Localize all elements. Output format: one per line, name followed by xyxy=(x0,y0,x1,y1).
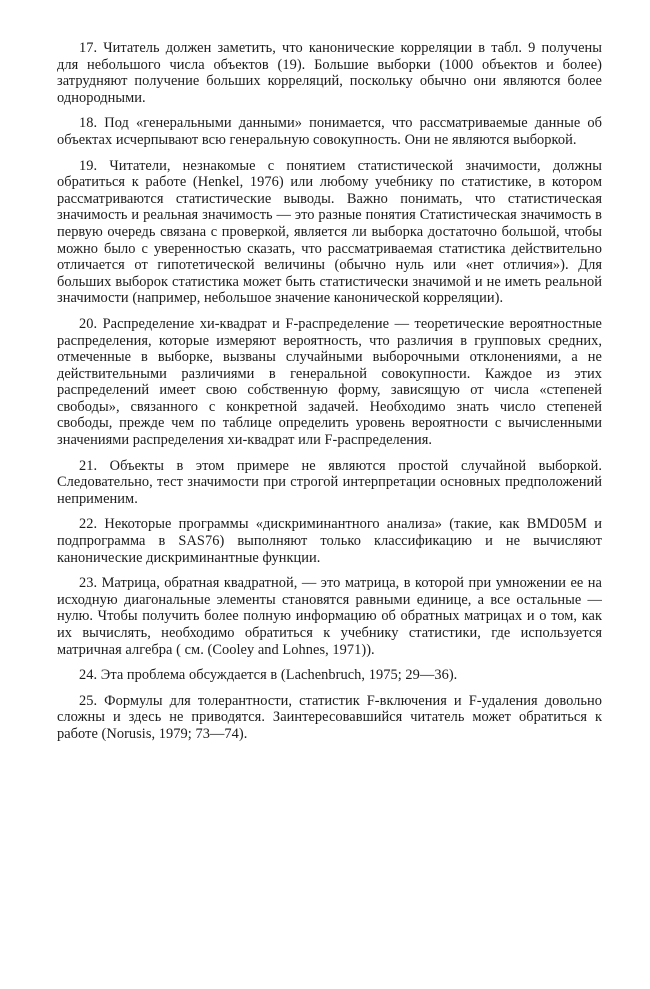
note-25: 25. Формулы для толерантности, статистик F-включения и F-удаления довольно сложны и здесь не приводятся. Заинтересовавшийся читатель может обратиться к работе (Norusis, 1979; 73—74). xyxy=(57,692,602,742)
note-17: 17. Читатель должен заметить, что канонические корреляции в табл. 9 получены для небольшого числа объектов (19). Большие выборки (1000 объектов и более) затрудняют получение больших корреляций, поскольку обычно они являются более однородными. xyxy=(57,40,602,106)
notes-page xyxy=(57,40,602,752)
note-23: 23. Матрица, обратная квадратной, — это матрица, в которой при умножении ее на исходную диагональные элементы становятся равными единице, а все остальные — нулю. Чтобы получить более полную информацию об обратных матрицах и о том, как их вычислять, необходимо обратиться к учебнику статистики, где используется матричная алгебра ( см. (Cooley and Lohnes, 1971)). xyxy=(57,575,602,658)
note-22: 22. Некоторые программы «дискриминантного анализа» (такие, как BMD05M и подпрограмма в SAS76) выполняют только классификацию и не вычисляют канонические дискриминантные функции. xyxy=(57,516,602,566)
note-18: 18. Под «генеральными данными» понимается, что рассматриваемые данные об объектах исчерпывают всю генеральную совокупность. Они не являются выборкой. xyxy=(57,115,602,148)
note-21: 21. Объекты в этом примере не являются простой случайной выборкой. Следовательно, тест значимости при строгой интерпретации основных предположений неприменим. xyxy=(57,457,602,507)
note-24: 24. Эта проблема обсуждается в (Lachenbruch, 1975; 29—36). xyxy=(79,667,458,684)
note-20: 20. Распределение хи-квадрат и F-распределение — теоретические вероятностные распределения, которые измеряют вероятность, что различия в групповых средних, отмеченные в выборке, вызваны случайными выборочными отклонениями, а не действительными различиями в генеральной совокупности. Каждое из этих распределений имеет свою собственную форму, зависящую от числа «степеней свободы», связанного с конкретной задачей. Необходимо знать число степеней свободы, прежде чем по таблице определить уровень вероятности с вычисленными значениями распределения хи-квадрат или F-распределения. xyxy=(57,315,602,449)
note-19: 19. Читатели, незнакомые с понятием статистической значимости, должны обратиться к работе (Henkel, 1976) или любому учебнику по статистике, в котором рассматриваются статистические выводы. Важно понимать, что статистическая значимость и реальная значимость — это разные понятия Статистическая значимость в первую очередь связана с проверкой, является ли выборка достаточно большой, чтобы можно было с уверенностью сказать, что рассматриваемая статистика действительно отличается от гипотетической величины (обычно нуль или «нет отличия»). Для больших выборок статистика может быть статистически значимой и не иметь реальной значимости (например, небольшое значение канонической корреляции). xyxy=(57,157,602,307)
